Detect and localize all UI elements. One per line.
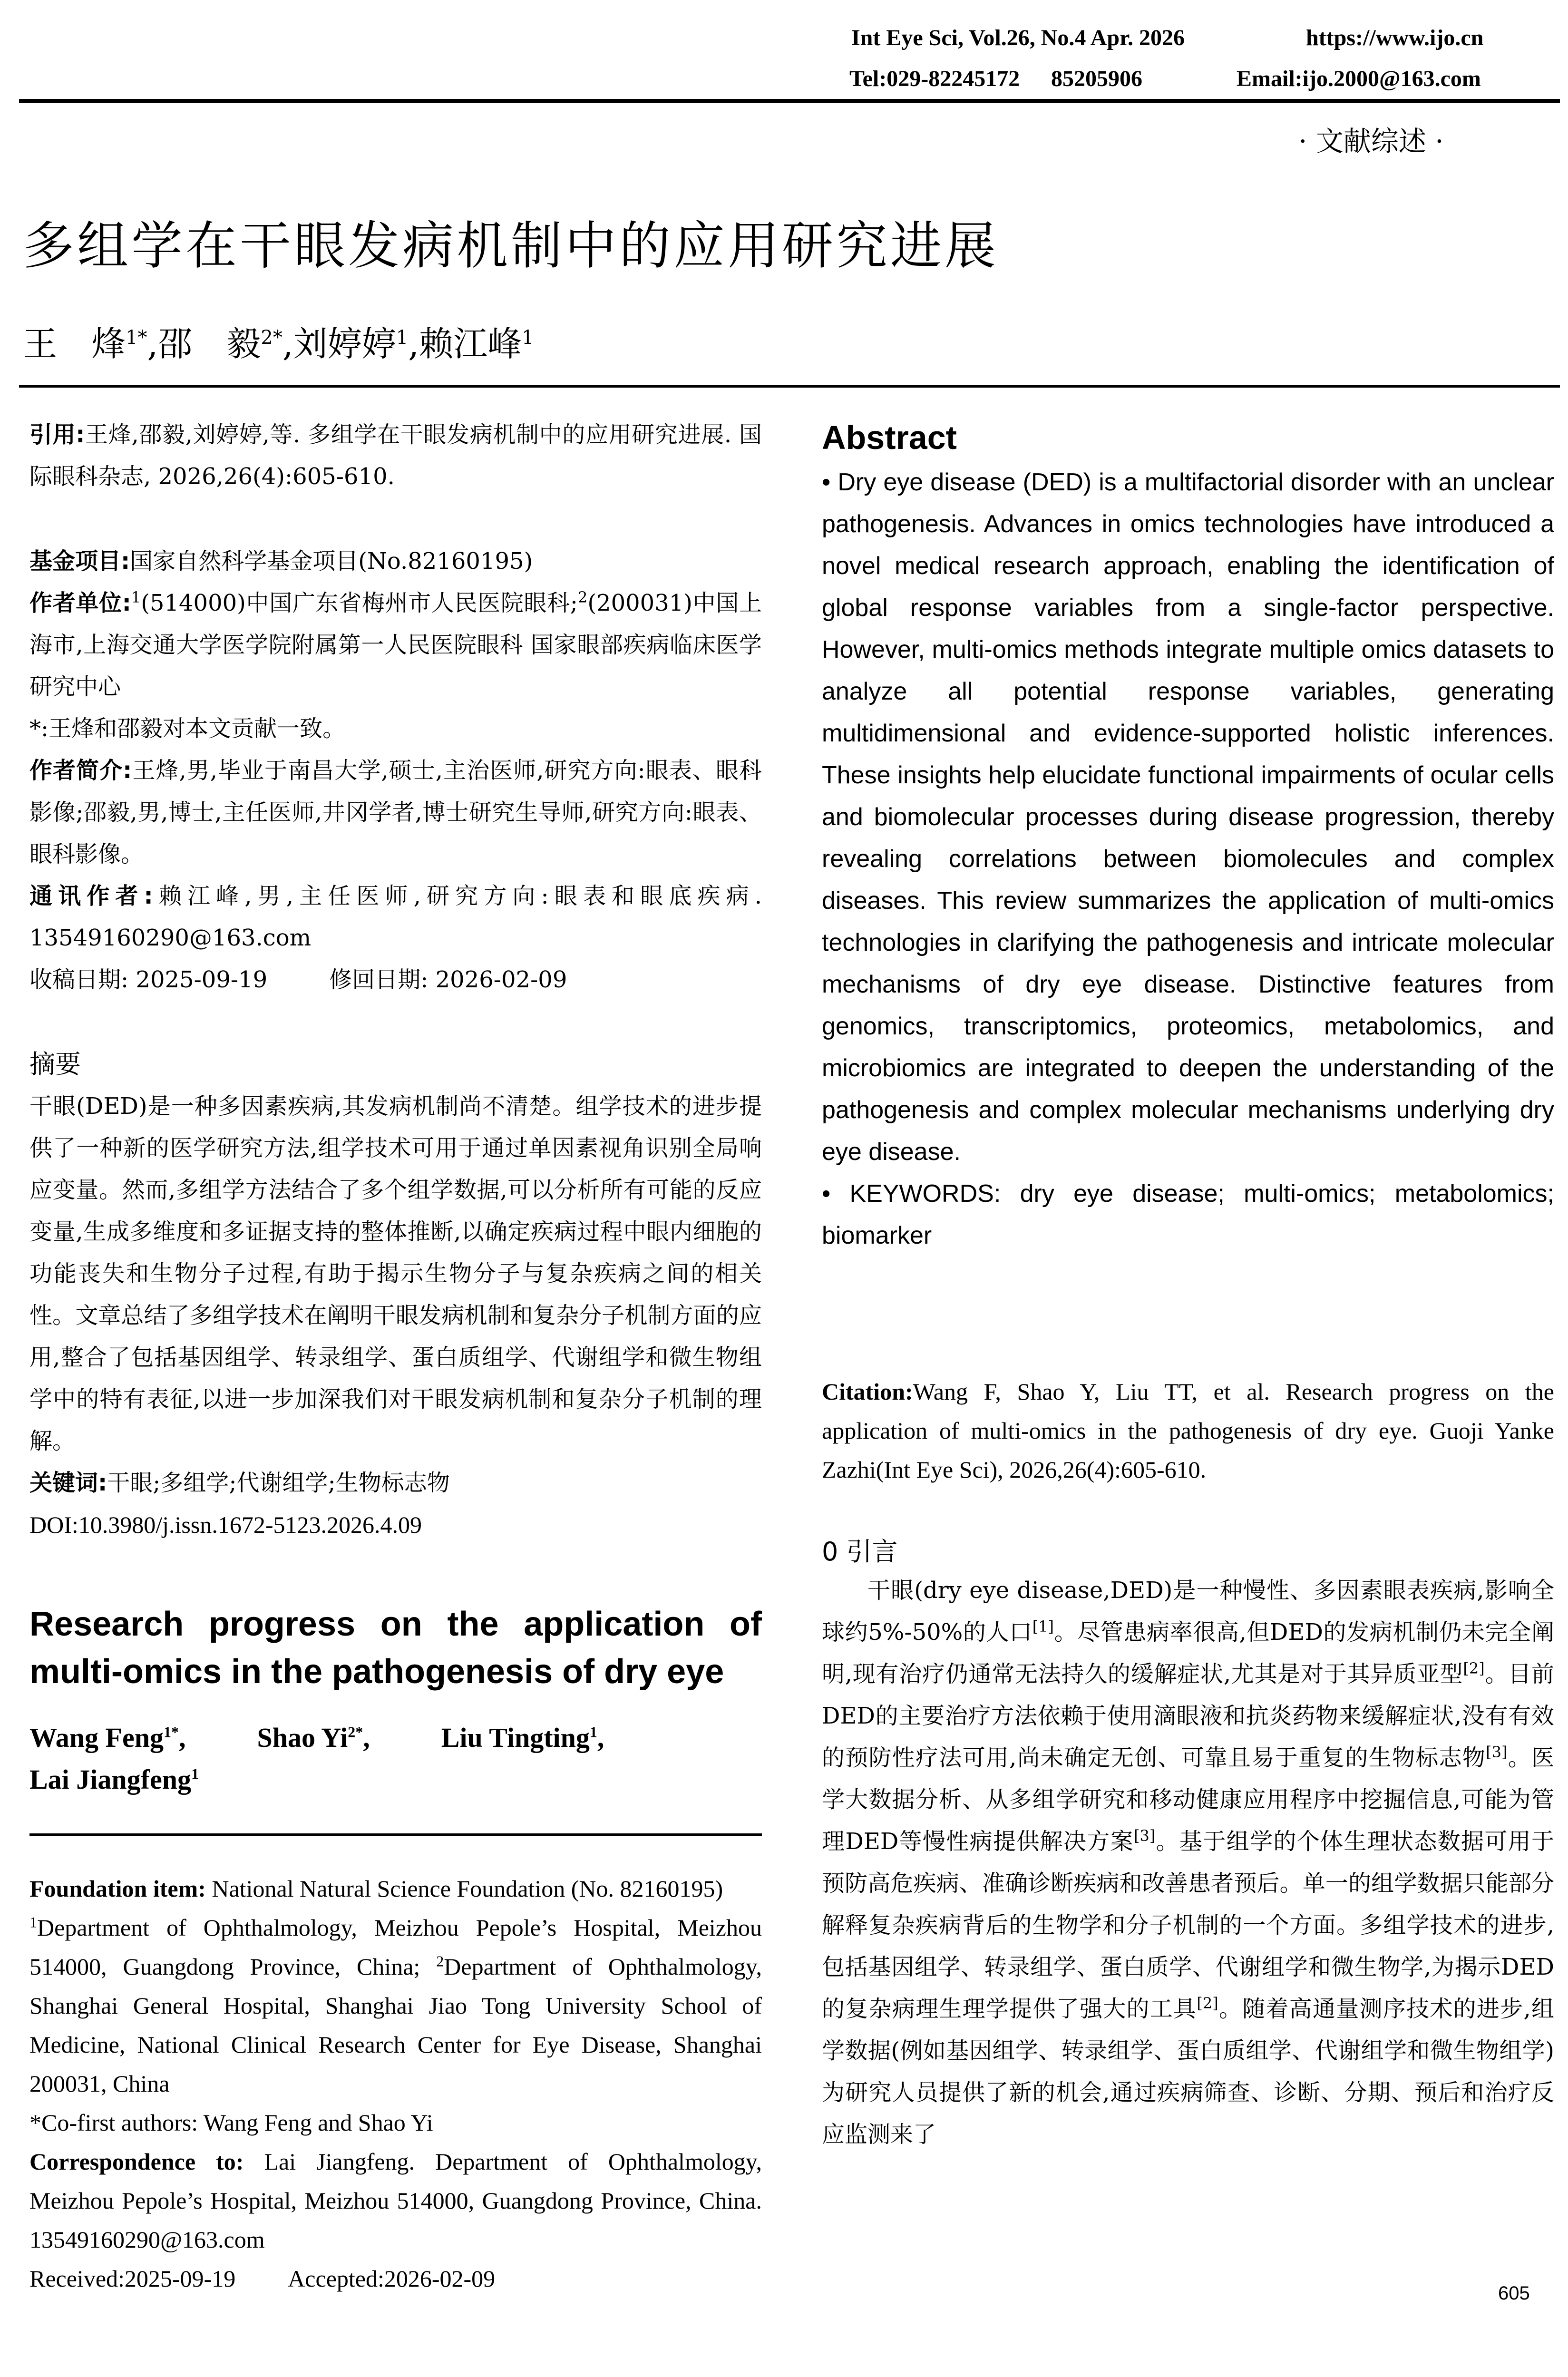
author-en-affiliation-mark: 1*: [164, 1723, 179, 1741]
affiliation-text-2: (200031)中国上海市,上海交通大学医学院附属第一人民医院眼科 国家眼部疾病临床医学研究中心: [29, 590, 762, 700]
author-en: Wang Feng$^{1*}$,: [29, 1722, 186, 1753]
page-number: 605: [1498, 2283, 1530, 2304]
journal-tel: Tel:029-82245172: [849, 66, 1020, 91]
affiliation-en-sup-1: 1: [29, 1913, 37, 1931]
affiliation-en: [29, 1908, 762, 2103]
author-en-affiliation-mark: 1: [191, 1765, 199, 1783]
author-en: Liu Tingting$^1$,: [441, 1722, 604, 1753]
doi[interactable]: DOI:10.3980/j.issn.1672-5123.2026.4.09: [29, 1511, 422, 1538]
intro-text: 。医学大数据分析、从多组学研究和移动健康应用程序中挖掘信息,可能为管理DED等慢性病提供解决方案: [822, 1744, 1554, 1855]
author-separator: ,: [147, 324, 158, 364]
cofirst-note-en: *Co-first authors: Wang Feng and Shao Yi: [29, 2109, 433, 2136]
citation-en: [822, 1372, 1554, 1489]
keywords-en-text: dry eye disease; multi-omics; metabolomics; biomarker: [822, 1180, 1554, 1249]
reference-mark[interactable]: [3]: [1486, 1743, 1508, 1761]
intro-paragraph: [822, 1569, 1554, 2155]
title-en: Research progress on the application of multi-omics in the pathogenesis of dry eye: [29, 1605, 762, 1691]
left-column-en-notes: [29, 1869, 762, 2298]
author-en: Shao $Yi^{2*}$,: [257, 1722, 370, 1753]
fund-item: [29, 540, 762, 582]
abstract-cn: 干眼(DED)是一种多因素疾病,其发病机制尚不清楚。组学技术的进步提供了一种新的医学研究方法,组学技术可用于通过单因素视角识别全局响应变量。然而,多组学方法结合了多个组学数据,可以分析所有可能的反应变量,生成多维度和多证据支持的整体推断,以确定疾病过程中眼内细胞的功能丧失和生物分子过程,有助于揭示生物分子与复杂疾病之间的相关性。文章总结了多组学技术在阐明干眼发病机制和复杂分子机制方面的应用,整合了包括基因组学、转录组学、蛋白质组学、代谢组学和微生物组学中的特有表征,以进一步加深我们对干眼发病机制和复杂分子机制的理解。: [29, 1093, 762, 1454]
affiliation-cn: [29, 582, 762, 708]
abstract-en: [822, 461, 1554, 1257]
intro-text: 干眼(dry eye disease,DED)是一种慢性、多因素眼表疾病,影响全球约5%-50%的人口: [822, 1577, 1554, 1646]
bullet-icon: •: [822, 468, 831, 496]
author-bio: [29, 750, 762, 875]
author-cn-affiliation-mark: 1*: [126, 327, 147, 349]
section-tag: · 文献综述 ·: [1298, 125, 1444, 157]
intro-text: 。基于组学的个体生理状态数据可用于预防高危疾病、准确诊断疾病和改善患者预后。单一的组学数据只能部分解释复杂疾病背后的生物学和分子机制的一个方面。多组学技术的进步,包括基因组学、转录组学、蛋白质学、代谢组学和微生物学,为揭示DED的复杂病理生理学提供了强大的工具: [822, 1828, 1554, 2022]
correspondence-en-label: Correspondence to:: [29, 2148, 244, 2175]
correspondence-en-text: Lai Jiangfeng. Department of Ophthalmology, Meizhou Pepole’s Hospital, Meizhou 514000, Guangdong Province, China. 13549160290@163.com: [29, 2148, 762, 2253]
citation-cn-label: 引用:: [29, 421, 85, 448]
reference-mark[interactable]: [2]: [1463, 1659, 1485, 1677]
citation-en-label: Citation:: [822, 1378, 913, 1405]
reference-mark[interactable]: [2]: [1197, 1994, 1218, 2012]
foundation-en-label: Foundation item:: [29, 1875, 206, 1902]
keywords-en-label: • KEYWORDS:: [822, 1180, 1001, 1208]
abstract-en-body: [822, 461, 1554, 1173]
author-cn-affiliation-mark: 1: [396, 327, 409, 349]
received-cn: 收稿日期: 2025-09-19: [29, 966, 268, 993]
author-en: [29, 1759, 199, 1801]
bio-text: 王烽,男,毕业于南昌大学,硕士,主治医师,研究方向:眼表、眼科影像;邵毅,男,博士,主任医师,井冈学者,博士研究生导师,研究方向:眼表、眼科影像。: [29, 757, 762, 867]
citation-en-text: Wang F, Shao Y, Liu TT, et al. Research progress on the application of multi-omics in the pathogenesis of dry eye. Guoji Yanke Zazhi(Int Eye Sci), 2026,26(4):605-610.: [822, 1378, 1554, 1483]
affiliation-text-1: (514000)中国广东省梅州市人民医院眼科;: [141, 590, 578, 616]
author-en-name: Lai Jiangfeng: [29, 1764, 191, 1795]
journal-email[interactable]: Email:ijo.2000@163.com: [1237, 66, 1481, 91]
author-en-name: Liu Tingting: [441, 1722, 590, 1753]
reference-mark[interactable]: [3]: [1134, 1827, 1156, 1845]
dates-en: [29, 2259, 762, 2298]
author-cn-name: 邵 毅: [158, 324, 261, 364]
intro-text: 。尽管患病率很高,但DED的发病机制仍未完全阐明,现有治疗仍通常无法持久的缓解症状,尤其是对于其异质亚型: [822, 1619, 1554, 1687]
author-cn-affiliation-mark: 2*: [261, 327, 282, 349]
keywords-en: [822, 1173, 1554, 1257]
author-en-affiliation-mark: 1: [589, 1723, 597, 1741]
keywords-cn-label: 关键词:: [29, 1470, 107, 1496]
received-en: Received:2025-09-19: [29, 2265, 236, 2292]
affiliation-en-text-1: Department of Ophthalmology, Meizhou Pepole’s Hospital, Meizhou 514000, Guangdong Province, China;: [29, 1914, 762, 1980]
affiliation-label: 作者单位:: [29, 590, 131, 616]
corr-text: 赖江峰,男,主任医师,研究方向:眼表和眼底疾病. 13549160290@163.com: [29, 883, 762, 951]
author-cn-name: 王 烽: [23, 324, 126, 364]
affiliation-en-sup-2: 2: [436, 1952, 444, 1970]
fund-label: 基金项目:: [29, 548, 130, 575]
intro-text: 。随着高通量测序技术的进步,组学数据(例如基因组学、转录组学、蛋白质组学、代谢组学和微生物组学)为研究人员提供了新的机会,通过疾病筛查、诊断、分期、预后和治疗反应监测来了: [822, 1996, 1554, 2148]
authors-cn: [23, 316, 534, 366]
abstract-cn-heading: 摘要: [29, 1049, 81, 1079]
foundation-en-text: National Natural Science Foundation (No. 82160195): [212, 1875, 723, 1902]
header-rule: [19, 99, 1560, 103]
author-separator: ,: [282, 324, 293, 364]
journal-info: Int Eye Sci, Vol.26, No.4 Apr. 2026: [851, 25, 1185, 50]
intro-heading: 0 引言: [822, 1537, 898, 1567]
author-en-affiliation-mark: 2*: [348, 1723, 363, 1741]
affiliation-sup-2: 2: [577, 588, 588, 606]
author-cn-name: 赖江峰: [419, 324, 522, 364]
bio-label: 作者简介:: [29, 757, 132, 784]
foundation-en: [29, 1869, 762, 1908]
journal-tel2: 85205906: [1051, 66, 1142, 91]
cofirst-note-cn: *:王烽和邵毅对本文贡献一致。: [29, 715, 346, 742]
revised-cn: 修回日期: 2026-02-09: [329, 966, 567, 993]
affiliation-en-text-2: Department of Ophthalmology, Shanghai General Hospital, Shanghai Jiao Tong University School of Medicine, National Clinical Research Center for Eye Disease, Shanghai 200031, China: [29, 1953, 762, 2097]
intro-text: 。目前DED的主要治疗方法依赖于使用滴眼液和抗炎药物来缓解症状,没有有效的预防性疗法可用,尚未确定无创、可靠且易于重复的生物标志物: [822, 1661, 1554, 1771]
fund-text: 国家自然科学基金项目(No.82160195): [130, 548, 533, 575]
authors-rule: [29, 1833, 762, 1836]
citation-cn-text: 王烽,邵毅,刘婷婷,等. 多组学在干眼发病机制中的应用研究进展. 国际眼科杂志, 2026,26(4):605-610.: [29, 421, 762, 490]
citation-cn: [29, 414, 762, 497]
author-en-name: Wang Feng: [29, 1722, 164, 1753]
keywords-cn-text: 干眼;多组学;代谢组学;生物标志物: [107, 1470, 450, 1496]
corr-label: 通讯作者:: [29, 883, 153, 909]
left-column-meta: [29, 414, 762, 1546]
page-title-cn: 多组学在干眼发病机制中的应用研究进展: [23, 216, 999, 276]
dates-cn: [29, 959, 762, 1001]
author-cn-name: 刘婷婷: [293, 324, 396, 364]
author-separator: ,: [408, 324, 419, 364]
corresponding-author-cn: [29, 875, 762, 959]
correspondence-en: [29, 2142, 762, 2259]
keywords-cn: [29, 1462, 762, 1504]
affiliation-sup-1: 1: [131, 588, 141, 606]
reference-mark[interactable]: [1]: [1032, 1617, 1054, 1636]
abstract-en-text: Dry eye disease (DED) is a multifactorial disorder with an unclear pathogenesis. Advances in omics technologies have introduced a novel medical research approach, enabling the identification of global response variables from a single-factor perspective. However, multi-omics methods integrate multiple omics datasets to analyze all potential response variables, generating multidimensional and evidence-supported holistic inferences. These insights help elucidate functional impairments of ocular cells and biomolecular processes during disease progression, thereby revealing correlations between biomolecules and complex diseases. This review summarizes the application of multi-omics technologies in clarifying the pathogenesis and intricate molecular mechanisms of dry eye disease. Distinctive features from genomics, transcriptomics, proteomics, metabolomics, and microbiomics are integrated to deepen the understanding of the pathogenesis and complex molecular mechanisms underlying dry eye disease.: [822, 468, 1554, 1166]
title-rule: [19, 385, 1560, 388]
author-en-name: Shao Yi: [257, 1722, 348, 1753]
accepted-en: Accepted:2026-02-09: [288, 2265, 496, 2292]
journal-website[interactable]: https://www.ijo.cn: [1306, 25, 1484, 50]
abstract-en-heading: Abstract: [822, 419, 957, 456]
authors-en: [29, 1717, 762, 1801]
author-cn-affiliation-mark: 1: [522, 327, 534, 349]
